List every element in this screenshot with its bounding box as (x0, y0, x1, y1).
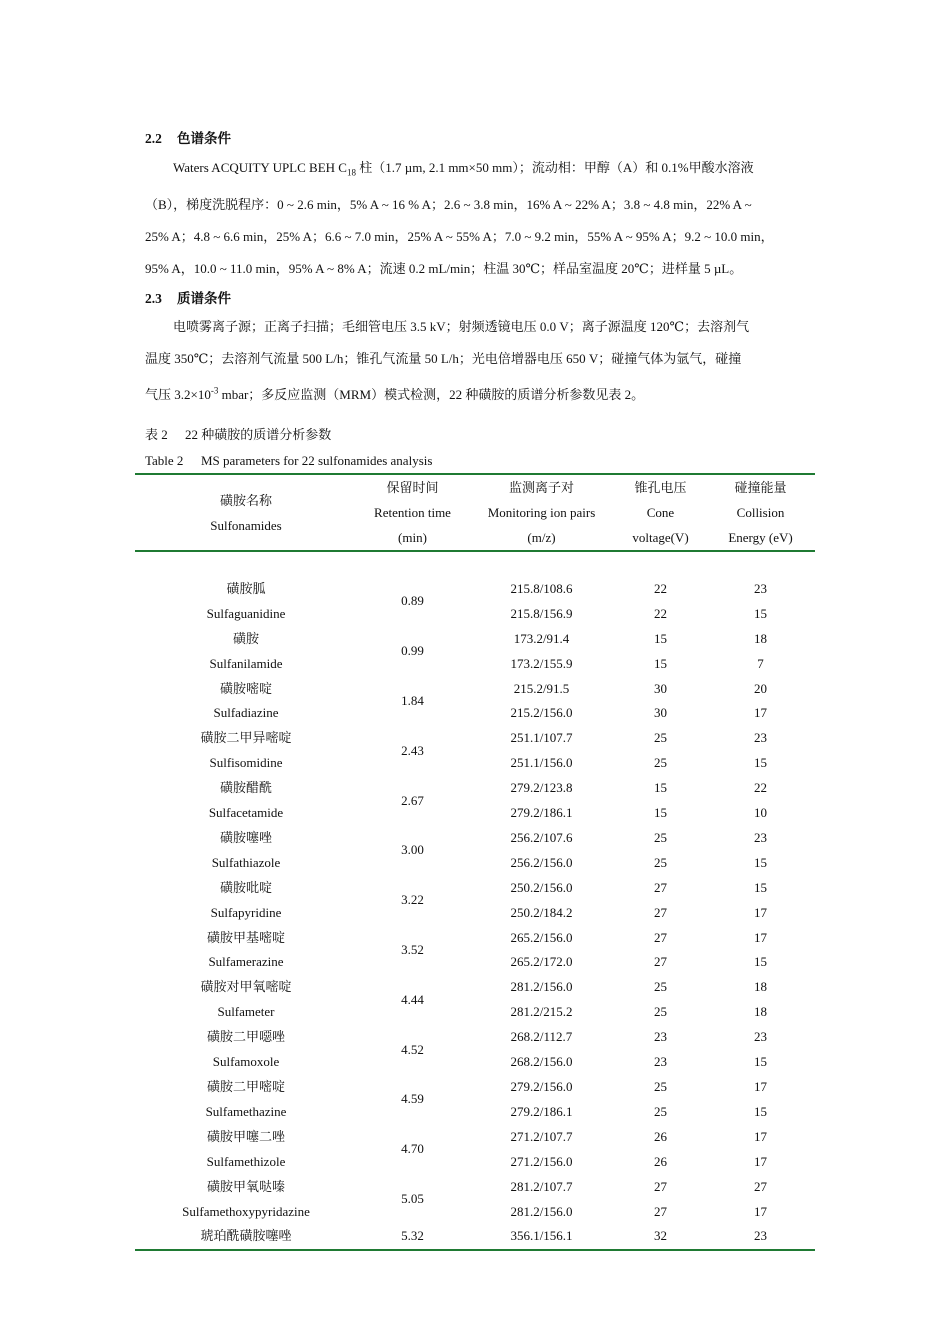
ion-pair-cell: 250.2/156.0 (510, 879, 573, 895)
ion-pair-cell: 251.1/107.7 (510, 730, 573, 746)
cone-voltage-cell: 23 (654, 1029, 667, 1045)
collision-energy-cell: 22 (754, 780, 767, 796)
ion-pair-cell: 265.2/172.0 (510, 954, 573, 970)
collision-energy-cell: 7 (757, 655, 764, 671)
compound-name-en: Sulfadiazine (213, 705, 279, 721)
cone-voltage-cell: 27 (654, 1203, 667, 1219)
para-line: 温度 350℃；去溶剂气流量 500 L/h；锥孔气流量 50 L/h；光电倍增器电压 650 V；碰撞气体为氩气，碰撞 (145, 351, 742, 366)
para-line: 电喷雾离子源；正离子扫描；毛细管电压 3.5 kV；射频透镜电压 0.0 V；离子源温度 120℃；去溶剂气 (173, 319, 750, 334)
table-row (135, 851, 815, 876)
retention-time-cell: 5.05 (401, 1191, 424, 1207)
ion-pair-cell: 271.2/107.7 (510, 1128, 573, 1144)
table-row (135, 1100, 815, 1125)
table-caption-cn: 表 2 22 种磺胺的质谱分析参数 (145, 427, 332, 442)
ion-pair-cell: 279.2/156.0 (510, 1079, 573, 1095)
cone-voltage-cell: 23 (654, 1054, 667, 1070)
table-row (135, 751, 815, 776)
ion-pair-cell: 250.2/184.2 (510, 904, 573, 920)
table-row (135, 876, 815, 901)
collision-energy-cell: 23 (754, 730, 767, 746)
compound-name-cn: 磺胺二甲噁唑 (206, 1029, 285, 1045)
cone-voltage-cell: 22 (654, 580, 667, 596)
compound-name-cn: 磺胺胍 (226, 580, 266, 596)
table-row (135, 1000, 815, 1025)
collision-energy-cell: 15 (754, 1054, 767, 1070)
table-row (135, 826, 815, 851)
retention-time-cell: 3.00 (401, 842, 424, 858)
ion-pair-cell: 271.2/156.0 (510, 1153, 573, 1169)
compound-name-en: Sulfamoxole (212, 1054, 280, 1070)
section-heading-2-3: 2.3 质谱条件 (145, 291, 231, 306)
spacer-row (135, 551, 815, 577)
ion-pair-cell: 256.2/107.6 (510, 829, 573, 845)
collision-energy-cell: 17 (754, 904, 767, 920)
ion-pair-cell: 268.2/112.7 (510, 1029, 573, 1045)
table-body (135, 551, 815, 1250)
compound-name-en: Sulfamethoxypyridazine (182, 1203, 310, 1219)
collision-energy-cell: 17 (754, 1128, 767, 1144)
collision-energy-cell: 27 (754, 1178, 767, 1194)
collision-energy-cell: 23 (706, 1224, 815, 1250)
cone-voltage-cell: 27 (654, 879, 667, 895)
ion-pair-cell: 251.1/156.0 (510, 755, 573, 771)
cone-voltage-cell: 25 (654, 854, 667, 870)
ion-pair-cell: 268.2/156.0 (510, 1054, 573, 1070)
table-row (135, 776, 815, 801)
cone-voltage-cell: 25 (654, 1103, 667, 1119)
cone-voltage-cell: 25 (654, 730, 667, 746)
compound-name-cn: 磺胺 (232, 630, 259, 646)
retention-time-cell: 5.32 (357, 1224, 468, 1250)
cone-voltage-cell: 22 (654, 605, 667, 621)
collision-energy-cell: 17 (754, 929, 767, 945)
compound-name-en: Sulfamethizole (206, 1153, 286, 1169)
ion-pair-cell: 281.2/156.0 (510, 979, 573, 995)
ion-pair-cell: 215.2/91.5 (513, 680, 570, 696)
cone-voltage-cell: 15 (654, 630, 667, 646)
header-retention-time: 保留时间 Retention time (min) (357, 474, 468, 551)
ion-pair-cell: 256.2/156.0 (510, 854, 573, 870)
table-row (135, 1075, 815, 1100)
section-heading-2-2: 2.2 色谱条件 (145, 131, 231, 146)
table-row (135, 701, 815, 726)
ion-pair-cell: 173.2/91.4 (513, 630, 570, 646)
ion-pair-cell: 215.8/156.9 (510, 605, 573, 621)
cone-voltage-cell: 25 (654, 1004, 667, 1020)
para-line: Waters ACQUITY UPLC BEH $C_{18}$ 柱（1.7 µm, 2.1 mm×50 mm）；流动相：甲醇（A）和 0.1%甲酸水溶液 (173, 160, 754, 178)
compound-name-cn: 磺胺二甲异嘧啶 (200, 730, 292, 746)
cone-voltage-cell: 25 (654, 1079, 667, 1095)
cone-voltage-cell: 25 (654, 979, 667, 995)
ion-pair-cell: 215.8/108.6 (510, 580, 573, 596)
cone-voltage-cell: 27 (654, 954, 667, 970)
compound-name-cn: 磺胺对甲氧嘧啶 (200, 979, 292, 995)
retention-time-cell: 4.52 (401, 1041, 424, 1057)
para-line: （B），梯度洗脱程序：0 ~ 2.6 min，5% A ~ 16 % A；2.6 ~ 3.8 min，16% A ~ 22% A；3.8 ~ 4.8 min，22% A ~ (145, 196, 752, 212)
retention-time-cell: 4.44 (401, 991, 424, 1007)
retention-time-cell: 0.89 (401, 593, 424, 609)
compound-name-en: Sulfameter (217, 1004, 275, 1020)
collision-energy-cell: 10 (754, 805, 767, 821)
para-line: 95% A，10.0 ~ 11.0 min，95% A ~ 8% A；流速 0.2 mL/min；柱温 30℃；样品室温度 20℃；进样量 5 µL。 (145, 260, 743, 276)
ion-pair-cell: 279.2/186.1 (510, 805, 573, 821)
compound-name-cn: 磺胺二甲嘧啶 (206, 1079, 285, 1095)
compound-name-en: Sulfapyridine (210, 904, 282, 920)
table-row (135, 975, 815, 1000)
table-row (135, 801, 815, 826)
compound-name-cn: 磺胺甲基嘧啶 (206, 929, 285, 945)
collision-energy-cell: 17 (754, 705, 767, 721)
compound-name-cn: 琥珀酰磺胺噻唑 (135, 1224, 357, 1250)
cone-voltage-cell: 26 (654, 1153, 667, 1169)
cone-voltage-cell: 15 (654, 780, 667, 796)
collision-energy-cell: 23 (754, 1029, 767, 1045)
collision-energy-cell: 18 (754, 979, 767, 995)
header-cone-voltage: 锥孔电压 Cone voltage(V) (615, 474, 706, 551)
collision-energy-cell: 15 (754, 605, 767, 621)
compound-name-cn: 磺胺嘧啶 (219, 680, 272, 696)
compound-name-cn: 磺胺甲噻二唑 (206, 1128, 285, 1144)
collision-energy-cell: 23 (754, 580, 767, 596)
table-caption-en: Table 2 MS parameters for 22 sulfonamides analysis (145, 453, 433, 468)
ion-pair-cell: 281.2/156.0 (510, 1203, 573, 1219)
compound-name-en: Sulfacetamide (208, 805, 284, 821)
collision-energy-cell: 15 (754, 854, 767, 870)
para-line: 气压 $3.2\times 10^{-3}$ mbar；多反应监测（MRM）模式检测，22 种磺胺的质谱分析参数见表 2。 (145, 386, 645, 403)
header-sulfonamides: 磺胺名称 Sulfonamides (135, 474, 357, 551)
table-row (135, 901, 815, 926)
ion-pair-cell: 265.2/156.0 (510, 929, 573, 945)
table-header-row (135, 474, 815, 551)
compound-name-cn: 磺胺噻唑 (219, 829, 272, 845)
collision-energy-cell: 18 (754, 1004, 767, 1020)
cone-voltage-cell: 15 (654, 655, 667, 671)
table-row (135, 627, 815, 652)
table-row (135, 577, 815, 602)
cone-voltage-cell: 27 (654, 904, 667, 920)
compound-name-cn: 磺胺醋酰 (219, 780, 272, 796)
collision-energy-cell: 17 (754, 1079, 767, 1095)
compound-name-en: Sulfamerazine (208, 954, 284, 970)
table-row (135, 602, 815, 627)
cone-voltage-cell: 27 (654, 1178, 667, 1194)
compound-name-en: Sulfanilamide (209, 655, 283, 671)
table-row (135, 1125, 815, 1150)
compound-name-cn: 磺胺吡啶 (219, 879, 272, 895)
cone-voltage-cell: 27 (654, 929, 667, 945)
cone-voltage-cell: 25 (654, 755, 667, 771)
ion-pair-cell: 356.1/156.1 (468, 1224, 615, 1250)
cone-voltage-cell: 26 (654, 1128, 667, 1144)
table-row (135, 1224, 815, 1250)
retention-time-cell: 1.84 (401, 692, 424, 708)
collision-energy-cell: 15 (754, 1103, 767, 1119)
mass-spec-paragraph (145, 311, 807, 411)
table-row (135, 677, 815, 702)
retention-time-cell: 3.52 (401, 942, 424, 958)
retention-time-cell: 2.67 (401, 792, 424, 808)
compound-name-cn: 磺胺甲氧哒嗪 (206, 1178, 285, 1194)
ion-pair-cell: 281.2/107.7 (510, 1178, 573, 1194)
ion-pair-cell: 173.2/155.9 (510, 655, 573, 671)
collision-energy-cell: 23 (754, 829, 767, 845)
ms-parameters-table (135, 473, 815, 1251)
header-collision-energy: 碰撞能量 Collision Energy (eV) (706, 474, 815, 551)
retention-time-cell: 0.99 (401, 643, 424, 659)
collision-energy-cell: 15 (754, 755, 767, 771)
table-row (135, 652, 815, 677)
retention-time-cell: 4.70 (401, 1141, 424, 1157)
ion-pair-cell: 279.2/186.1 (510, 1103, 573, 1119)
collision-energy-cell: 15 (754, 879, 767, 895)
retention-time-cell: 3.22 (401, 892, 424, 908)
table-row (135, 950, 815, 975)
table-row (135, 1050, 815, 1075)
para-line: 25% A；4.8 ~ 6.6 min，25% A；6.6 ~ 7.0 min，25% A ~ 55% A；7.0 ~ 9.2 min，55% A ~ 95% A；9.2 ~ 10.0 min， (145, 228, 774, 244)
cone-voltage-cell: 32 (615, 1224, 706, 1250)
collision-energy-cell: 18 (754, 630, 767, 646)
compound-name-en: Sulfathiazole (211, 854, 281, 870)
table-row (135, 1175, 815, 1200)
table-row (135, 1200, 815, 1225)
collision-energy-cell: 15 (754, 954, 767, 970)
header-ion-pairs: 监测离子对 Monitoring ion pairs (m/z) (468, 474, 615, 551)
collision-energy-cell: 17 (754, 1153, 767, 1169)
table-row (135, 1025, 815, 1050)
cone-voltage-cell: 15 (654, 805, 667, 821)
compound-name-en: Sulfisomidine (209, 755, 283, 771)
compound-name-en: Sulfaguanidine (206, 605, 286, 621)
collision-energy-cell: 17 (754, 1203, 767, 1219)
table-row (135, 726, 815, 751)
ion-pair-cell: 279.2/123.8 (510, 780, 573, 796)
cone-voltage-cell: 30 (654, 680, 667, 696)
compound-name-en: Sulfamethazine (205, 1103, 287, 1119)
cone-voltage-cell: 30 (654, 705, 667, 721)
retention-time-cell: 4.59 (401, 1091, 424, 1107)
ion-pair-cell: 281.2/215.2 (510, 1004, 573, 1020)
table-row (135, 926, 815, 951)
table-row (135, 1150, 815, 1175)
ion-pair-cell: 215.2/156.0 (510, 705, 573, 721)
retention-time-cell: 2.43 (401, 742, 424, 758)
collision-energy-cell: 20 (754, 680, 767, 696)
cone-voltage-cell: 25 (654, 829, 667, 845)
chromatography-paragraph (145, 152, 807, 285)
